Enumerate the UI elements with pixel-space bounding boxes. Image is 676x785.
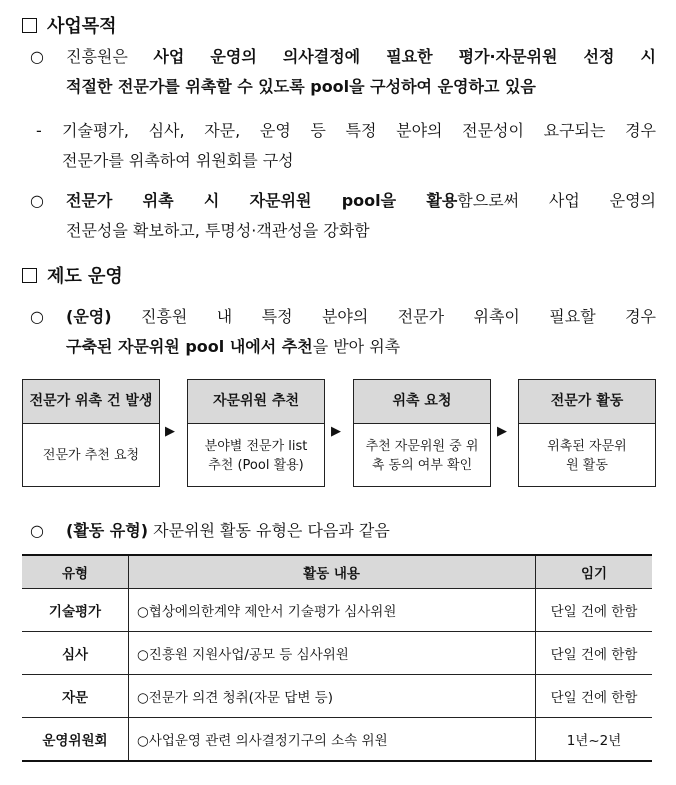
table-header-row	[22, 555, 652, 589]
section-purpose-heading	[22, 12, 117, 38]
table-cell-term: 단일 건에 한함	[536, 589, 653, 632]
operation-bullet-1-line1: (운영) 진흥원 내 특정 분야의 전문가 위촉이 필요할 경우	[66, 307, 656, 326]
flow-step-2-body: 분야별 전문가 list 추천 (Pool 활용)	[204, 438, 308, 473]
operation-bullet-2-line: (활동 유형) 자문위원 활동 유형은 다음과 같음	[66, 521, 390, 540]
table-cell-type: 운영위원회	[22, 718, 129, 762]
arrow-right-icon: ▶	[331, 424, 341, 439]
circle-bullet-icon: ○	[30, 47, 44, 66]
arrow-right-icon: ▶	[497, 424, 507, 439]
table-cell-content: ○진흥원 지원사업/공모 등 심사위원	[129, 632, 536, 675]
operation-bullet-2	[30, 516, 656, 546]
activity-type-table	[22, 554, 652, 762]
table-cell-type: 자문	[22, 675, 129, 718]
flow-step-4-head: 전문가 활동	[519, 380, 655, 424]
purpose-bullet-1	[30, 42, 656, 102]
purpose-bullet-2-line1: 전문가 위촉 시 자문위원 pool을 활용함으로써 사업 운영의	[66, 191, 657, 210]
checkbox-icon	[22, 268, 37, 283]
purpose-dash-1-line2: 전문가를 위촉하여 위원회를 구성	[62, 151, 294, 170]
circle-bullet-icon: ○	[30, 521, 44, 540]
purpose-dash-1-line1: 기술평가, 심사, 자문, 운영 등 특정 분야의 전문성이 요구되는 경우	[62, 121, 656, 140]
table-row	[22, 632, 652, 675]
operation-bullet-1	[30, 302, 656, 362]
purpose-bullet-1-line1: 진흥원은 사업 운영의 의사결정에 필요한 평가·자문위원 선정 시	[66, 47, 656, 66]
purpose-bullet-2	[30, 186, 656, 246]
flow-step-2-head: 자문위원 추천	[188, 380, 324, 424]
flow-step-4	[518, 379, 656, 487]
dash-bullet-icon: -	[36, 121, 42, 140]
circle-bullet-icon: ○	[30, 307, 44, 326]
table-header-type: 유형	[22, 555, 129, 589]
section-operation-heading	[22, 262, 123, 288]
flow-step-4-body: 위촉된 자문위원 활동	[547, 438, 627, 473]
table-cell-type: 기술평가	[22, 589, 129, 632]
table-cell-content: ○협상에의한계약 제안서 기술평가 심사위원	[129, 589, 536, 632]
table-header-content: 활동 내용	[129, 555, 536, 589]
checkbox-icon	[22, 18, 37, 33]
section-operation-title: 제도 운영	[47, 266, 123, 287]
operation-bullet-1-line2: 구축된 자문위원 pool 내에서 추천을 받아 위촉	[66, 337, 401, 356]
table-cell-content: ○전문가 의견 청취(자문 답변 등)	[129, 675, 536, 718]
table-header-term: 임기	[536, 555, 653, 589]
flow-step-3-body: 추천 자문위원 중 위촉 동의 여부 확인	[365, 438, 479, 473]
flow-step-1	[22, 379, 160, 487]
table-cell-type: 심사	[22, 632, 129, 675]
table-cell-term: 단일 건에 한함	[536, 632, 653, 675]
flow-step-1-body: 전문가 추천 요청	[42, 448, 140, 463]
flow-step-2	[187, 379, 325, 487]
table-row	[22, 589, 652, 632]
table-cell-content: ○사업운영 관련 의사결정기구의 소속 위원	[129, 718, 536, 762]
purpose-bullet-1-line2: 적절한 전문가를 위촉할 수 있도록 pool을 구성하여 운영하고 있음	[66, 77, 536, 96]
table-cell-term: 단일 건에 한함	[536, 675, 653, 718]
arrow-right-icon: ▶	[165, 424, 175, 439]
section-purpose-title: 사업목적	[47, 16, 117, 37]
purpose-bullet-2-line2: 전문성을 확보하고, 투명성·객관성을 강화함	[66, 221, 370, 240]
flow-step-1-head: 전문가 위촉 건 발생	[23, 380, 159, 424]
table-row	[22, 675, 652, 718]
circle-bullet-icon: ○	[30, 191, 44, 210]
table-cell-term: 1년~2년	[536, 718, 653, 762]
flow-step-3	[353, 379, 491, 487]
flow-step-3-head: 위촉 요청	[354, 380, 490, 424]
table-row	[22, 718, 652, 762]
purpose-dash-1	[36, 116, 656, 176]
